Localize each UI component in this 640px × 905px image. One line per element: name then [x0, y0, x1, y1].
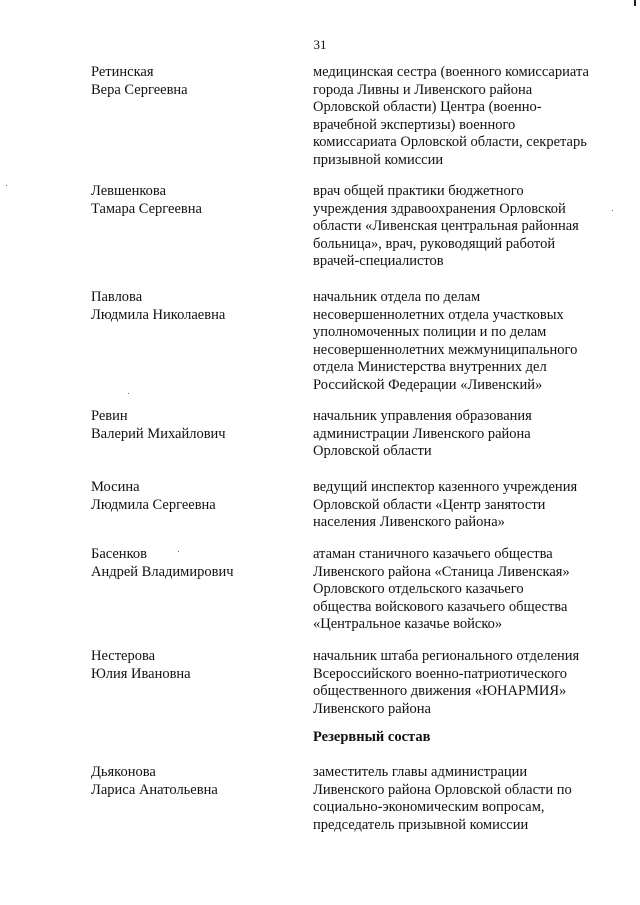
role-line: Всероссийского военно-патриотического: [313, 665, 568, 682]
member-name: [91, 546, 301, 581]
role-line: атаман станичного казачьего общества: [313, 546, 553, 562]
member-role: [313, 289, 613, 394]
member-role: [313, 479, 613, 532]
member-name: [91, 64, 301, 99]
role-line: уполномоченных полиции и по делам: [313, 324, 547, 340]
member-surname: Басенков: [91, 546, 147, 562]
member-name: [91, 183, 301, 218]
role-line: Ливенского района: [313, 700, 431, 717]
role-line: заместитель главы администрации: [313, 764, 528, 780]
role-line: врачей-специалистов: [313, 253, 444, 269]
role-line: области «Ливенская центральная районная: [313, 218, 579, 234]
role-line: врач общей практики бюджетного: [313, 183, 524, 199]
member-surname: Левшенкова: [91, 183, 167, 199]
member-name: [91, 289, 301, 324]
member-given-name: Людмила Сергеевна: [91, 496, 216, 513]
member-given-name: Валерий Михайлович: [91, 425, 226, 442]
member-given-name: Лариса Анатольевна: [91, 781, 218, 798]
member-role: [313, 183, 613, 271]
member-surname: Ретинская: [91, 64, 154, 80]
role-line: населения Ливенского района»: [313, 514, 505, 530]
role-line: Ливенского района «Станица Ливенская»: [313, 563, 570, 580]
member-name: [91, 479, 301, 514]
role-line: Российской Федерации «Ливенский»: [313, 376, 543, 393]
member-role: [313, 764, 613, 834]
member-given-name: Андрей Владимирович: [91, 563, 234, 580]
role-line: Орловской области: [313, 443, 432, 459]
role-line: «Центральное казачье войско»: [313, 616, 503, 632]
role-line: комиссариата Орловской области, секретарь: [313, 134, 587, 150]
member-name: [91, 764, 301, 799]
scan-edge-mark: [634, 0, 636, 6]
role-line: социально-экономическим вопросам,: [313, 799, 545, 815]
member-role: [313, 64, 613, 169]
member-surname: Дьяконова: [91, 764, 156, 780]
role-line: больница», врач, руководящий работой: [313, 235, 556, 252]
role-line: врачебной экспертизы) военного: [313, 116, 516, 133]
role-line: Орловского отдельского казачьего: [313, 581, 524, 597]
member-surname: Мосина: [91, 479, 140, 495]
member-name: [91, 408, 301, 443]
member-surname: Ревин: [91, 408, 128, 424]
role-line: председатель призывной комиссии: [313, 816, 529, 833]
role-line: призывной комиссии: [313, 151, 444, 168]
page-number: 31: [313, 37, 327, 52]
member-given-name: Людмила Николаевна: [91, 306, 226, 323]
role-line: ведущий инспектор казенного учреждения: [313, 479, 578, 495]
member-given-name: Вера Сергеевна: [91, 81, 188, 98]
role-line: учреждения здравоохранения Орловской: [313, 200, 566, 217]
role-line: начальник отдела по делам: [313, 289, 481, 305]
member-surname: Нестерова: [91, 648, 156, 664]
role-line: Ливенского района Орловской области по: [313, 781, 572, 798]
role-line: администрации Ливенского района: [313, 425, 531, 442]
role-line: общества войскового казачьего общества: [313, 598, 568, 615]
role-line: несовершеннолетних межмуниципального: [313, 341, 578, 358]
role-line: медицинская сестра (военного комиссариата: [313, 64, 589, 80]
scan-speck: [128, 393, 129, 394]
member-given-name: Юлия Ивановна: [91, 665, 191, 682]
reserve-section-title: Резервный состав: [313, 729, 431, 745]
role-line: общественного движения «ЮНАРМИЯ»: [313, 683, 567, 699]
member-role: [313, 408, 613, 461]
member-surname: Павлова: [91, 289, 143, 305]
role-line: отдела Министерства внутренних дел: [313, 359, 547, 375]
role-line: Орловской области) Центра (военно-: [313, 99, 542, 115]
role-line: города Ливны и Ливенского района: [313, 81, 533, 98]
role-line: начальник управления образования: [313, 408, 532, 424]
member-role: [313, 546, 613, 634]
role-line: начальник штаба регионального отделения: [313, 648, 580, 664]
member-name: [91, 648, 301, 683]
scan-speck: [6, 185, 7, 186]
member-role: [313, 648, 613, 718]
role-line: несовершеннолетних отдела участковых: [313, 306, 564, 323]
role-line: Орловской области «Центр занятости: [313, 496, 546, 513]
member-given-name: Тамара Сергеевна: [91, 200, 202, 217]
